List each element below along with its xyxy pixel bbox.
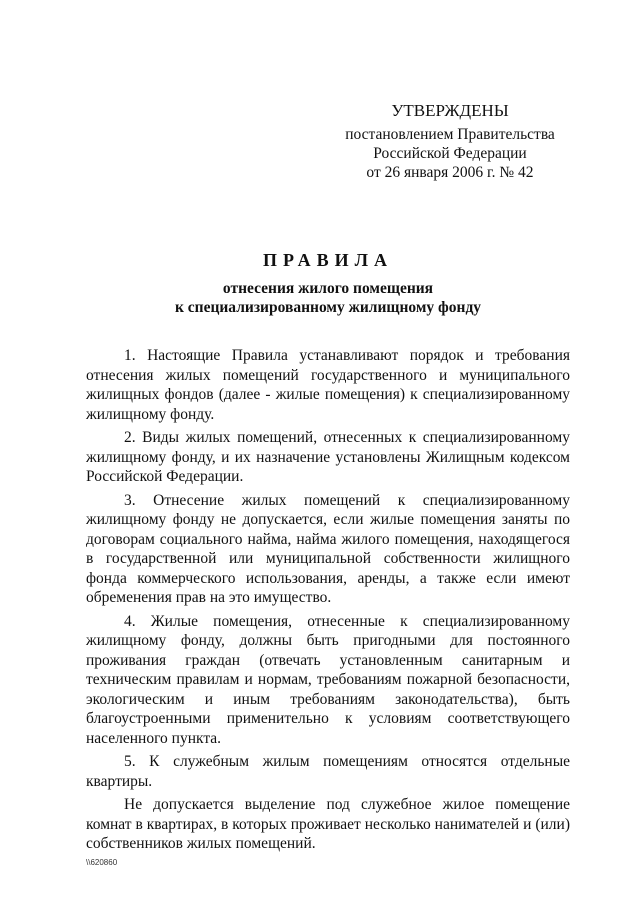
title-main: ПРАВИЛА (262, 250, 394, 270)
title-subtitle: к специализированному жилищному фонду (174, 299, 482, 316)
paragraph: 1. Настоящие Правила устанавливают порядок и требования отнесения жилых помещений государственного и муниципального жилищных фондов (далее - жилые помещения) к специализированному жилищному фонду. (86, 347, 570, 423)
approval-line: постановлением Правительства (345, 126, 555, 143)
approval-date: от 26 января 2006 г. № 42 (366, 164, 534, 181)
paragraph: Не допускается выделение под служебное жилое помещение комнат в квартирах, в которых проживает несколько нанимателей и (или) собственников жилых помещений. (86, 796, 570, 852)
approval-line: Российской Федерации (373, 145, 527, 162)
paragraph: 3. Отнесение жилых помещений к специализированному жилищному фонду не допускается, если жилые помещения заняты по договорам социального найма, найма жилого помещения, находящегося в государственной или муниципальной собственности жилищного фонда коммерческого использования, аренды, а также если имеют обременения прав на это имущество. (86, 491, 570, 606)
paragraph: 2. Виды жилых помещений, отнесенных к специализированному жилищному фонду, и их назначение установлены Жилищным кодексом Российской Федерации. (86, 429, 570, 485)
document-body (86, 346, 570, 858)
paragraph: 4. Жилые помещения, отнесенные к специализированному жилищному фонду, должны быть пригодными для постоянного проживания граждан (отвечать установленным санитарным и техническим правилам и нормам, требованиям пожарной безопасности, экологическим и иным требованиям законодательства), быть благоустроенными применительно к условиям соответствующего населенного пункта. (86, 612, 570, 747)
title-subtitle: отнесения жилого помещения (222, 280, 434, 297)
approval-stamp (340, 100, 560, 182)
approval-heading: УТВЕРЖДЕНЫ (391, 101, 509, 120)
document-code: \\620860 (86, 858, 118, 867)
paragraph: 5. К служебным жилым помещениям относятся отдельные квартиры. (86, 753, 570, 790)
document-title (86, 250, 570, 317)
